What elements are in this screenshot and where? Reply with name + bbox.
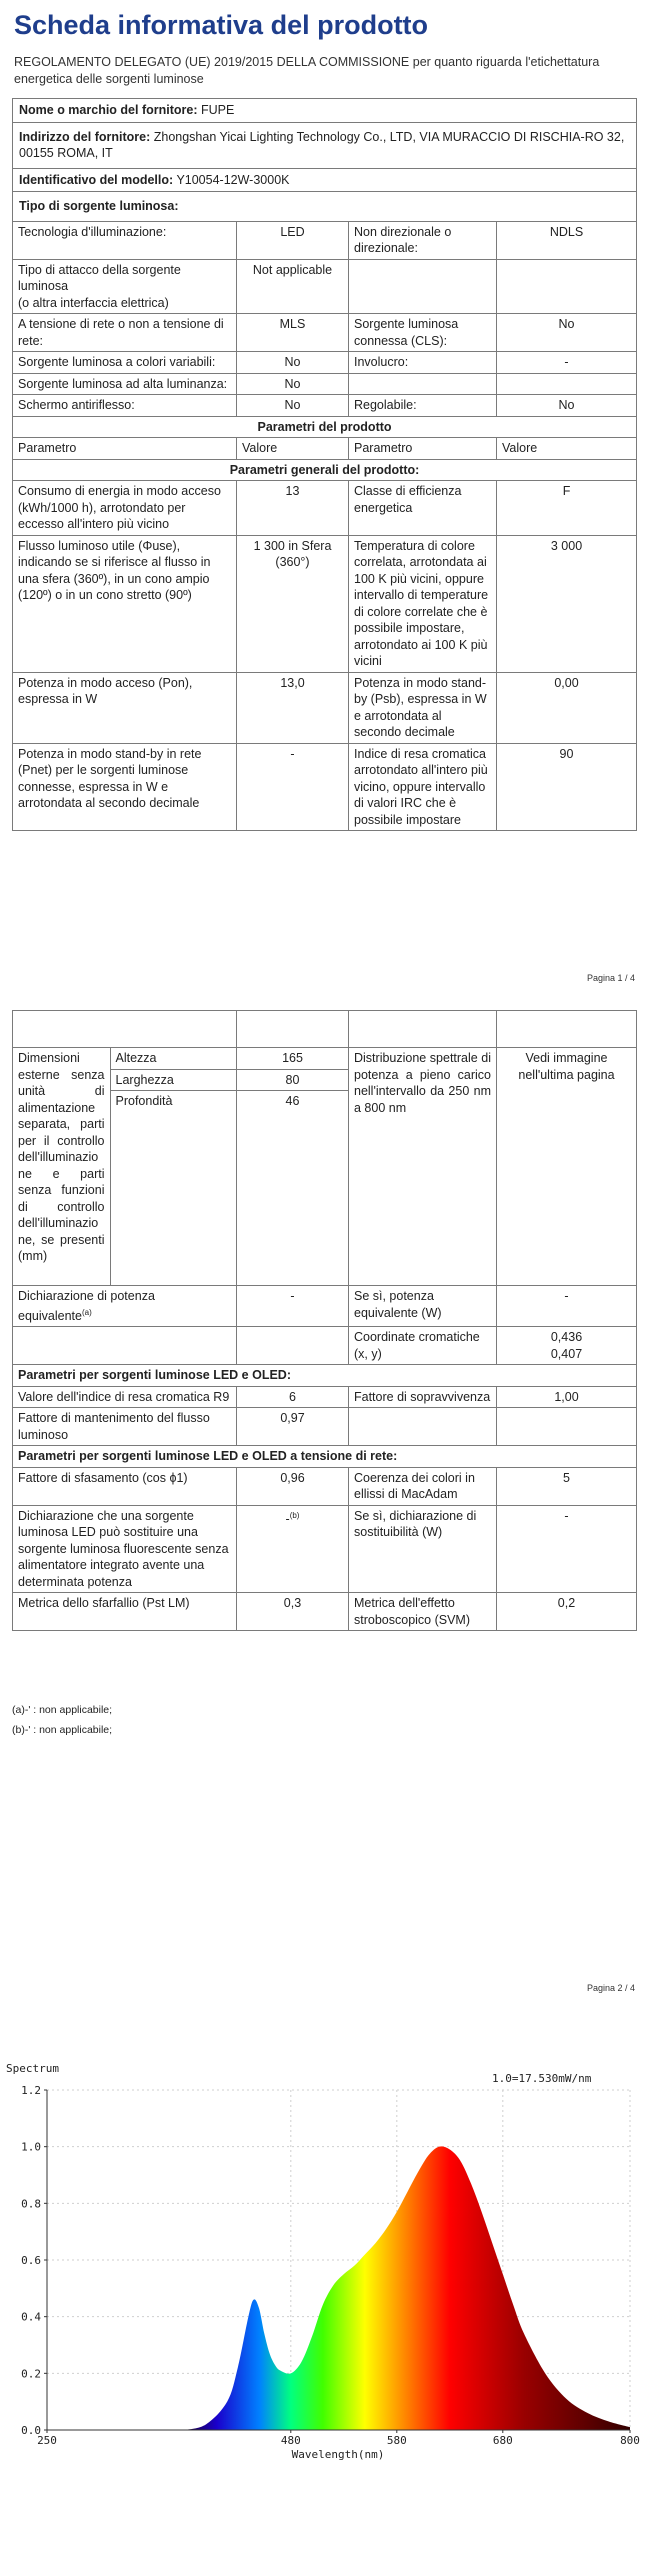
envelope-label: Involucro: [349,352,497,374]
params-header: Parametri del prodotto [13,416,637,438]
replacement-power-label: Se sì, dichiarazione di sostituibilità (W) [349,1505,497,1593]
cos-label: Fattore di sfasamento (cos ϕ1) [13,1467,237,1505]
footnotes [12,1700,112,1740]
page-number-2: Pagina 2 / 4 [586,1983,635,1993]
spectrum-area [185,2146,630,2430]
pnet-row [13,743,637,831]
pon-value: 13,0 [237,672,349,743]
energy-row [13,481,637,536]
dimensions-row [13,1048,637,1286]
page-3 [0,2000,647,2560]
class-label: Classe di efficienza energetica [349,481,497,536]
footnote-b: (b)-' : non applicabile; [12,1724,113,1736]
chroma-row [13,1327,637,1365]
supplier-address-row [13,122,637,168]
equivalent-power-declaration [13,1286,237,1327]
class-value: F [497,481,637,536]
page-number-1: Pagina 1 / 4 [586,973,635,983]
x-tick-label: 800 [620,2434,640,2447]
y-tick-label: 0.6 [21,2254,41,2267]
equivalent-label: Dichiarazione di potenza equivalente [18,1289,155,1323]
equivalent-note: (a) [81,1307,92,1317]
mains-label: A tensione di rete o non a tensione di rete: [13,314,237,352]
cap-row [13,259,637,314]
replacement-row [13,1505,637,1593]
chart-title: Spectrum [6,2062,59,2075]
type-header-row [13,192,637,222]
r9-label: Valore dell'indice di resa cromatica R9 [13,1386,237,1408]
supplier-name-row [13,99,637,123]
maintenance-row [13,1408,637,1446]
tech-value: LED [237,221,349,259]
x-axis-label: Wavelength(nm) [291,2448,385,2460]
equivalent-power-value: - [497,1286,637,1327]
direction-label: Non direzionale o direzionale: [349,221,497,259]
type-header: Tipo di sorgente luminosa: [13,192,637,222]
dimensions-block [13,1048,236,1285]
cri-continued-row [13,1011,637,1048]
colour-row [13,352,637,374]
general-header: Parametri generali del prodotto: [13,459,637,481]
flicker-value: 0,3 [237,1593,349,1631]
led-mains-header: Parametri per sorgenti luminose LED e OLED a tensione di rete: [13,1446,637,1468]
page-title: Scheda informativa del prodotto [14,10,429,40]
chroma-label: Coordinate cromatiche (x, y) [349,1327,497,1365]
high-luminance-row [13,373,637,395]
equivalent-power-row [13,1286,637,1327]
y-tick-label: 0.0 [21,2424,41,2437]
chroma-x: 0,436 [550,1330,583,1345]
replacement-value: - [285,1511,290,1526]
width-value: 80 [237,1070,348,1092]
maintenance-label: Fattore di mantenimento del flusso luminoso [13,1408,237,1446]
x-tick-label: 480 [280,2434,301,2447]
col-value-2: Valore [497,438,637,460]
x-tick-label: 250 [37,2434,57,2447]
glare-value: No [237,395,349,417]
maintenance-value: 0,97 [237,1408,349,1446]
x-tick-label: 580 [386,2434,407,2447]
glare-row [13,395,637,417]
height-label: Altezza [110,1048,236,1069]
tech-label: Tecnologia d'illuminazione: [13,221,237,259]
col-param-2: Parametro [349,438,497,460]
colour-value: No [237,352,349,374]
supplier-address-label: Indirizzo del fornitore: [19,129,151,144]
high-luminance-value: No [237,373,349,395]
dimensions-label: Dimensioni esterne senza unità di alimentazione separata, parti per il controllo dell'illuminazione e parti senza funzioni di controllo dell'illuminazione, se presenti (mm) [13,1048,110,1285]
macadam-label: Coerenza dei colori in ellissi di MacAdam [349,1467,497,1505]
spd-label: Distribuzione spettrale di potenza a pieno carico nell'intervallo da 250 nm a 800 nm [349,1048,497,1286]
svm-value: 0,2 [497,1593,637,1631]
dimmable-label: Regolabile: [349,395,497,417]
survival-value: 1,00 [497,1386,637,1408]
col-param-1: Parametro [13,438,237,460]
supplier-name-value: FUPE [200,103,235,117]
replacement-note: (b) [289,1510,300,1520]
equivalent-power-label: Se sì, potenza equivalente (W) [349,1286,497,1327]
macadam-value: 5 [497,1467,637,1505]
columns-header-row [13,438,637,460]
glare-label: Schermo antiriflesso: [13,395,237,417]
r9-value: 6 [237,1386,349,1408]
cct-label: Temperatura di colore correlata, arrotondata ai 100 K più vicini, oppure intervallo di temperature di colore correlate che è possibile impostare, arrotondato ai 100 K più vicini [349,535,497,672]
pnet-label: Potenza in modo stand-by in rete (Pnet) per le sorgenti luminose connesse, espressa in W e arrotondata al secondo decimale [13,743,237,831]
y-tick-label: 1.0 [21,2140,41,2154]
chart-annotation: 1.0=17.530mW/nm [492,2072,592,2085]
chroma-y: 0,407 [550,1346,583,1361]
flux-label: Flusso luminoso utile (Φuse), indicando se si riferisce al flusso in una sfera (360º), in un cono ampio (120º) o in un cono stretto (90º) [13,535,237,672]
x-tick-label: 680 [492,2434,513,2447]
psb-value: 0,00 [497,672,637,743]
pon-label: Potenza in modo acceso (Pon), espressa in W [13,672,237,743]
footnote-a: (a)-' : non applicabile; [12,1704,113,1716]
regulation-subtitle: REGOLAMENTO DELEGATO (UE) 2019/2015 DELLA COMMISSIONE per quanto riguarda l'etichettatura energetica delle sorgenti luminose [14,55,600,86]
cri-label-continued [349,1011,497,1048]
envelope-value: - [497,352,637,374]
cri-label: Indice di resa cromatica arrotondato all'intero più vicino, oppure intervallo di valori IRC che è possibile impostare [349,743,497,831]
page-2 [0,1000,647,2000]
direction-value: NDLS [497,221,637,259]
mains-row [13,314,637,352]
width-label: Larghezza [110,1069,236,1091]
depth-value: 46 [285,1094,300,1108]
cos-row [13,1467,637,1505]
led-header: Parametri per sorgenti luminose LED e OLED: [13,1365,637,1387]
led-mains-header-row [13,1446,637,1468]
flux-row [13,535,637,672]
cap-value: Not applicable [237,259,349,314]
cri-value: 90 [497,743,637,831]
supplier-address-value: Zhongshan Yicai Lighting Technology Co., LTD, VIA MURACCIO DI RISCHIA-RO 32, 00155 ROMA, IT [19,129,625,160]
supplier-table [12,98,637,831]
energy-label: Consumo di energia in modo acceso (kWh/1000 h), arrotondato per eccesso all'intero più vicino [13,481,237,536]
params-header-row [13,416,637,438]
energy-value: 13 [237,481,349,536]
height-value: 165 [237,1048,348,1070]
flicker-label: Metrica dello sfarfallio (Pst LM) [13,1593,237,1631]
cos-value: 0,96 [237,1467,349,1505]
params-table-continued [12,1010,637,1631]
y-tick-label: 0.8 [21,2197,41,2211]
led-header-row [13,1365,637,1387]
r9-row [13,1386,637,1408]
model-id-label: Identificativo del modello: [19,172,174,187]
y-tick-label: 1.2 [21,2084,41,2097]
spd-value: Vedi immagine nell'ultima pagina [497,1048,637,1286]
equivalent-value: - [237,1286,349,1327]
flux-value: 1 300 in Sfera (360°) [237,535,349,672]
tech-row [13,221,637,259]
pnet-value: - [237,743,349,831]
page-1 [0,0,647,1000]
cct-value: 3 000 [497,535,637,672]
general-header-row [13,459,637,481]
y-tick-label: 0.4 [21,2310,41,2324]
psb-label: Potenza in modo stand-by (Psb), espressa in W e arrotondata al secondo decimale [349,672,497,743]
mains-value: MLS [237,314,349,352]
y-tick-label: 0.2 [21,2367,41,2381]
colour-label: Sorgente luminosa a colori variabili: [13,352,237,374]
model-id-value: Y10054-12W-3000K [176,172,290,187]
col-value-1: Valore [237,438,349,460]
replacement-label: Dichiarazione che una sorgente luminosa LED può sostituire una sorgente luminosa fluorescente senza alimentatore integrato avente una determinata potenza [13,1505,237,1593]
replacement-power-value: - [497,1505,637,1593]
svm-label: Metrica dell'effetto stroboscopico (SVM) [349,1593,497,1631]
depth-label: Profondità [115,1094,173,1108]
spectrum-chart [0,2060,647,2460]
connected-value: No [497,314,637,352]
pon-row [13,672,637,743]
dimmable-value: No [497,395,637,417]
cap-label: Tipo di attacco della sorgente luminosa (o altra interfaccia elettrica) [13,259,237,314]
model-id-row [13,168,637,192]
connected-label: Sorgente luminosa connessa (CLS): [349,314,497,352]
survival-label: Fattore di sopravvivenza [349,1386,497,1408]
supplier-name-label: Nome o marchio del fornitore: [19,103,198,117]
flicker-row [13,1593,637,1631]
high-luminance-label: Sorgente luminosa ad alta luminanza: [13,373,237,395]
